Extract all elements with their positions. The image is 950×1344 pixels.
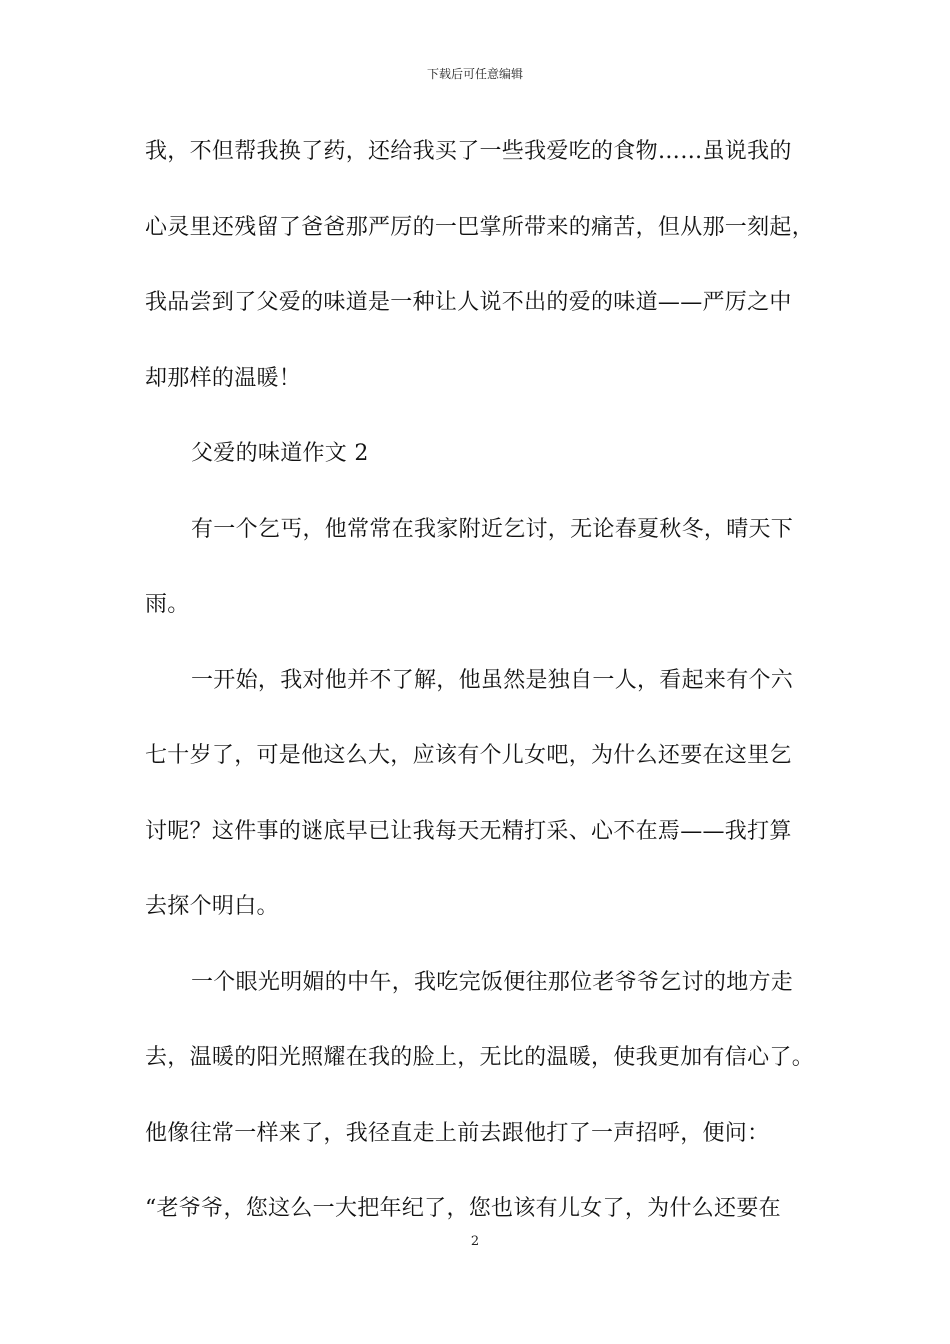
text-line: 有一个乞丐，他常常在我家附近乞讨，无论春夏秋冬，晴天下 bbox=[191, 516, 794, 542]
text-line: 去，温暖的阳光照耀在我的脸上，无比的温暖，使我更加有信心了。 bbox=[145, 1045, 815, 1070]
page-header: 下载后可任意编辑 bbox=[426, 67, 523, 81]
text-line: 七十岁了，可是他这么大，应该有个儿女吧，为什么还要在这里乞 bbox=[145, 743, 792, 768]
text-line: 心灵里还残留了爸爸那严厉的一巴掌所带来的痛苦，但从那一刻起， bbox=[145, 214, 815, 240]
section-heading: 父爱的味道作文 2 bbox=[191, 441, 369, 466]
text-line: 去探个明白。 bbox=[145, 894, 279, 919]
text-line: “老爷爷，您这么一大把年纪了，您也该有儿女了，为什么还要在 bbox=[145, 1196, 781, 1221]
text-line: 却那样的温暖！ bbox=[145, 365, 302, 391]
text-line: 一开始，我对他并不了解，他虽然是独自一人，看起来有个六 bbox=[191, 667, 794, 693]
document-body bbox=[145, 129, 813, 1262]
page-number: 2 bbox=[470, 1234, 480, 1249]
text-line: 我品尝到了父爱的味道是一种让人说不出的爱的味道——严厉之中 bbox=[145, 290, 792, 315]
text-line: 我，不但帮我换了药，还给我买了一些我爱吃的食物……虽说我的 bbox=[145, 139, 792, 164]
text-line: 一个眼光明媚的中午，我吃完饭便往那位老爷爷乞讨的地方走 bbox=[191, 969, 794, 995]
text-line: 雨。 bbox=[145, 592, 190, 617]
text-line: 讨呢？这件事的谜底早已让我每天无精打采、心不在焉——我打算 bbox=[145, 818, 792, 844]
text-line: 他像往常一样来了，我径直走上前去跟他打了一声招呼，便问： bbox=[145, 1120, 770, 1146]
